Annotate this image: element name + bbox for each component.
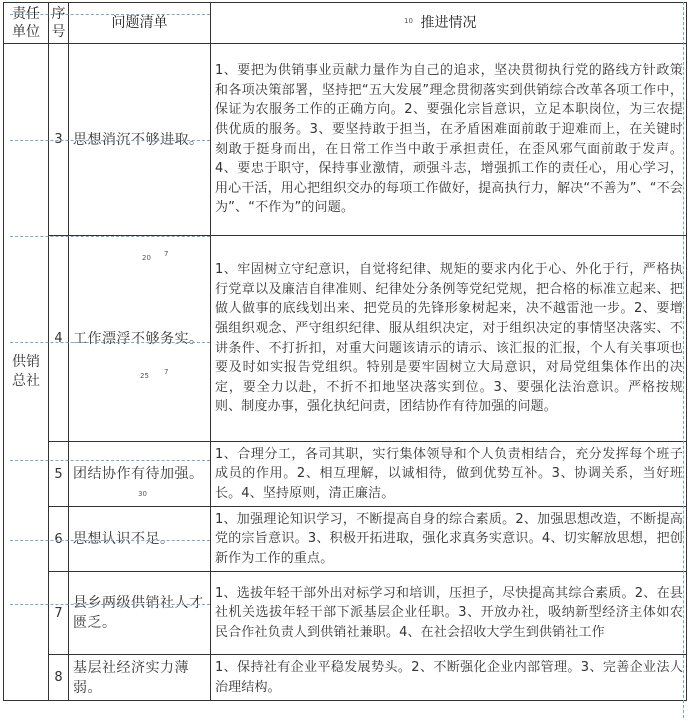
issue-table xyxy=(3,2,687,701)
unit-cell: 供销 总社 xyxy=(4,44,49,701)
row-progress: 1、牢固树立守纪意识，自觉将纪律、规矩的要求内化于心、外化于行，严格执行党章以及廉洁自律准则、纪律处分条例等党纪党规，把合格的标准立起来、把做人做事的底线划出来、把党员的先锋形象树起来，决不越雷池一步。2、要增强组织观念、严守组织纪律、服从组织决定，对于组织决定的事情坚决落实、不讲条件、不打折扣，对重大问题该请示的请示、该汇报的汇报，个人有关事项也要及时如实报告党组织。特别是要牢固树立大局意识，对局党组集体作出的决定，要全力以赴，不折不扣地坚决落实到位。3、要强化法治意识。严格按规则、制度办事，强化执纪问责，团结协作有待加强的问题。 xyxy=(211,236,687,442)
page-mark: 10 xyxy=(404,17,413,25)
guide-line xyxy=(10,460,210,461)
table-row xyxy=(4,572,687,655)
row-seq: 6 xyxy=(49,507,69,572)
table-row xyxy=(4,507,687,572)
page-mark: 7 xyxy=(164,250,169,258)
row-issue: 县乡两级供销社人才匮乏。 xyxy=(69,572,211,655)
guide-line xyxy=(10,140,210,141)
header-seq: 序 号 xyxy=(49,3,69,44)
row-issue: 思想消沉不够进取。 xyxy=(69,44,211,236)
table-row xyxy=(4,442,687,507)
page-mark: 30 xyxy=(138,490,147,498)
guide-line xyxy=(10,14,210,15)
row-seq: 7 xyxy=(49,572,69,655)
guide-line xyxy=(10,540,210,541)
guide-line-vertical xyxy=(683,2,684,718)
row-seq: 8 xyxy=(49,655,69,701)
header-row xyxy=(4,3,687,44)
row-progress: 1、要把为供销事业贡献力量作为自己的追求，坚决贯彻执行党的路线方针政策和各项决策部署，坚持把“五大发展”理念贯彻落实到供销综合改革各项工作中，保证为农服务工作的正确方向。2、要强化宗旨意识，立足本职岗位，为三农提供优质的服务。3、要坚持敢于担当，在矛盾困难面前敢于迎难而上，在关键时刻敢于挺身而出，在日常工作当中敢于承担责任，在歪风邪气面前敢于发声。4、要忠于职守，保持事业激情，顽强斗志，增强抓工作的责任心，用心学习，用心干活，用心把组织交办的每项工作做好，提高执行力，解决“不善为”、“不会为”、“不作为”的问题。 xyxy=(211,44,687,236)
guide-line xyxy=(10,342,210,343)
header-unit: 责任 单位 xyxy=(4,3,49,44)
page-mark: 25 xyxy=(140,372,149,380)
row-seq: 3 xyxy=(49,44,69,236)
row-issue: 基层社经济实力薄弱。 xyxy=(69,655,211,701)
row-seq: 4 xyxy=(49,236,69,442)
row-progress: 1、加强理论知识学习，不断提高自身的综合素质。2、加强思想改造，不断提高党的宗旨意识。3、积极开拓进取，强化求真务实意识。4、切实解放思想，把创新作为工作的重点。 xyxy=(211,507,687,572)
row-progress: 1、选拔年轻干部外出对标学习和培训，压担子，尽快提高其综合素质。2、在县社机关选拔年轻干部下派基层企业任职。3、开放办社，吸纳新型经济主体如农民合作社负责人到供销社兼职。4、在社会招收大学生到供销社工作 xyxy=(211,572,687,655)
row-issue: 思想认识不足。 xyxy=(69,507,211,572)
page-mark: 7 xyxy=(164,368,169,376)
row-issue: 团结协作有待加强。 xyxy=(69,442,211,507)
row-progress: 1、合理分工，各司其职，实行集体领导和个人负责相结合，充分发挥每个班子成员的作用。2、相互理解，以诚相待，做到优势互补。3、协调关系，当好班长。4、坚持原则，清正廉洁。 xyxy=(211,442,687,507)
row-progress: 1、保持社有企业平稳发展势头。2、不断强化企业内部管理。3、完善企业法人治理结构。 xyxy=(211,655,687,701)
header-issue: 问题清单 xyxy=(69,3,211,44)
guide-line xyxy=(10,236,210,237)
header-progress: 推进情况 xyxy=(211,3,687,44)
guide-line xyxy=(10,604,210,605)
table-row xyxy=(4,655,687,701)
row-issue: 工作漂浮不够务实。 xyxy=(69,236,211,442)
table-row xyxy=(4,236,687,442)
row-seq: 5 xyxy=(49,442,69,507)
page-mark: 20 xyxy=(142,254,151,262)
